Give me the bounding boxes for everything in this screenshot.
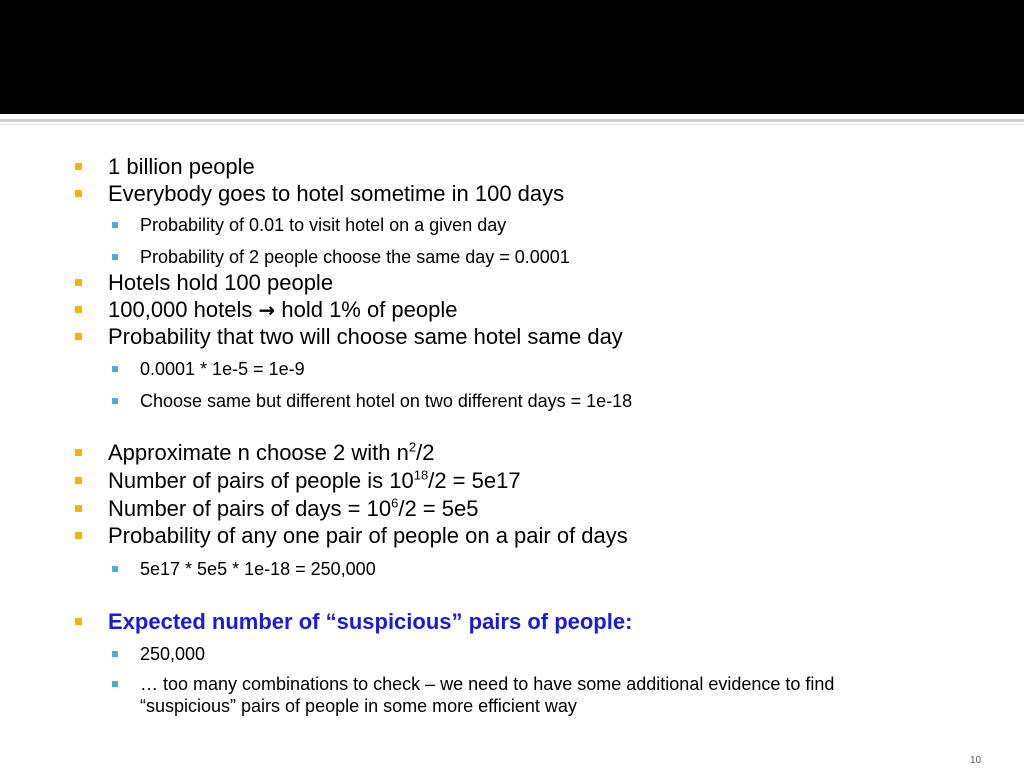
bullet-item: [108, 270, 333, 296]
superscript: 6: [391, 495, 399, 511]
sub-bullet-item: [140, 390, 632, 412]
bullet-text: Number of pairs of days = 10: [108, 496, 392, 521]
bullet-text: Hotels hold 100 people: [108, 270, 334, 295]
sub-bullet-item: [140, 246, 570, 268]
sub-bullet-item: [140, 358, 305, 380]
bullet-item: [108, 324, 623, 350]
bullet-item-highlight: [108, 609, 632, 635]
sub-bullet-item: [140, 214, 506, 236]
bullet-item: [108, 468, 521, 494]
sub-bullet-item: [140, 643, 205, 665]
bullet-item: [108, 181, 564, 207]
bullet-item: [108, 523, 628, 549]
bullet-text: /2: [416, 440, 435, 465]
sub-bullet-item: [140, 673, 920, 717]
sub-bullet-text: Probability of 2 people choose the same day = 0.0001: [140, 247, 570, 267]
arrow-right-icon: →: [258, 298, 276, 322]
bullet-text: Approximate n choose 2 with n: [108, 440, 409, 465]
sub-bullet-text: 5e17 * 5e5 * 1e-18 = 250,000: [140, 559, 376, 579]
bullet-text: /2 = 5e5: [398, 496, 479, 521]
bullet-text: Expected number of “suspicious” pairs of people:: [108, 609, 633, 634]
superscript: 2: [408, 439, 417, 455]
page-number: 10: [970, 755, 982, 766]
sub-bullet-text: … too many combinations to check – we need to have some additional evidence to find “suspicious” pairs of people in some more efficient way: [140, 674, 835, 716]
bullet-text: Number of pairs of people is 10: [108, 468, 414, 493]
bullet-item: [108, 154, 255, 180]
bullet-text: Everybody goes to hotel sometime in 100 days: [108, 181, 565, 206]
bullet-text: hold 1% of people: [281, 297, 458, 322]
sub-bullet-item: [140, 558, 376, 580]
bullet-item: [108, 297, 458, 323]
sub-bullet-text: Probability of 0.01 to visit hotel on a given day: [140, 215, 507, 235]
sub-bullet-text: 250,000: [140, 644, 206, 664]
superscript: 18: [413, 467, 429, 483]
bullet-text: /2 = 5e17: [428, 468, 521, 493]
bullet-item: [108, 496, 478, 522]
sub-bullet-text: 0.0001 * 1e-5 = 1e-9: [140, 359, 305, 379]
bullet-text: 1 billion people: [108, 154, 255, 179]
sub-bullet-text: Choose same but different hotel on two different days = 1e-18: [140, 391, 633, 411]
bullet-text: Probability of any one pair of people on a pair of days: [108, 523, 628, 548]
bullet-text: 100,000 hotels: [108, 297, 253, 322]
bullet-text: Probability that two will choose same hotel same day: [108, 324, 623, 349]
bullet-item: [108, 440, 434, 466]
